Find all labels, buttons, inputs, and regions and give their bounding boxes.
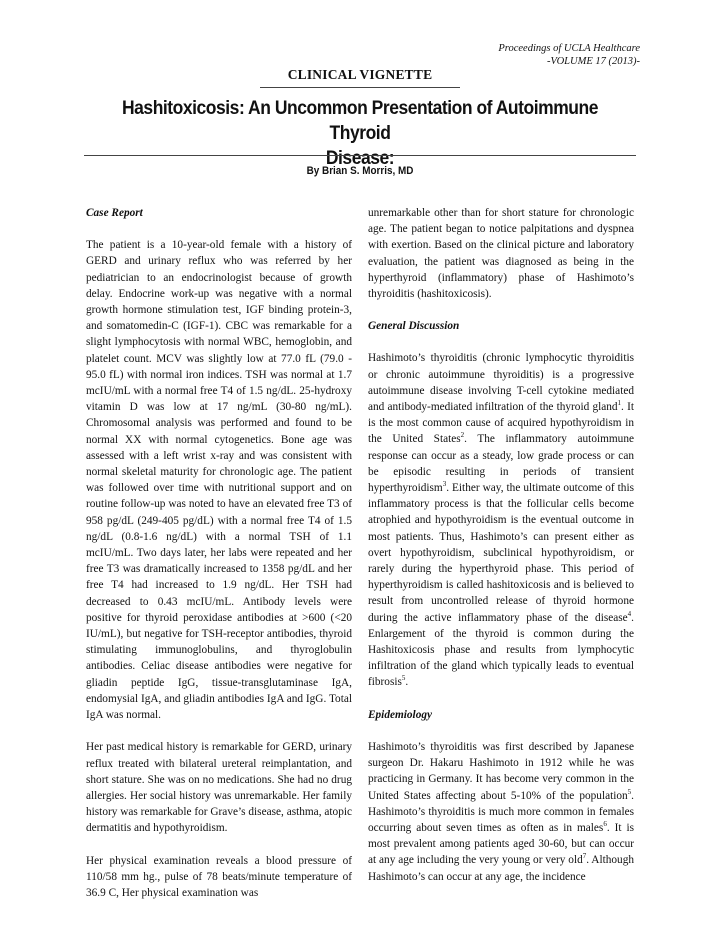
case-report-heading: Case Report — [86, 207, 143, 219]
case-paragraph-1: The patient is a 10-year-old female with a history of GERD and urinary reflux who was referred by her pediatrician to an endocrinologist because of growth delay. Endocrine work-up was negative with a normal growth hormone stimulation test, IGF binding protein-3, and somatomedin-C (IGF-1). CBC was remarkable for a slight lymphocytosis with normal WBC, hemoglobin, and platelet count. MCV was slightly low at 77.0 fL (79.0 - 95.0 fL) with normal iron indices. TSH was normal at 1.7 mcIU/mL with a normal free T4 of 1.5 ng/dL. 25-hydroxy vitamin D was low at 17 ng/mL (30-80 ng/mL). Chromosomal analysis was performed and found to be normal XX with normal cytogenetics. Bone age was assessed with a left wrist x-ray and was consistent with normal skeletal maturity for chronologic age. The patient was followed over time with nutritional support and on routine follow-up was noted to have an elevated free T3 of 958 pg/dL (249-405 pg/dL) with a normal free T4 of 1.5 ng/dL (0.8-1.6 ng/dL) with a normal TSH of 1.1 mcIU/mL. Two days later, her labs were repeated and her free T3 was dramatically increased to 1358 pg/dL and her free T4 had increased to 1.9 ng/dL. Her TSH had decreased to 0.43 mcIU/mL. Antibody levels were positive for thyroid peroxidase antibodies at >600 (<20 IU/mL), but negative for TSH-receptor antibodies, thyroid stimulating immunoglobulins, and thyroglobulin antibodies. Celiac disease antibodies were negative for gliadin peptide IgG, tissue-transglutaminase IgA, endomysial IgA, and gliadin antibodies IgA and IgG. Total IgA was normal. — [86, 239, 352, 722]
citation-ref: 1 — [617, 399, 622, 408]
section-label: CLINICAL VIGNETTE — [287, 67, 433, 82]
text-run: . Hashimoto’s thyroiditis is much more common in females occurring about seven times as often as in males — [368, 789, 634, 834]
general-discussion-heading: General Discussion — [368, 320, 460, 333]
citation-ref: 7 — [582, 852, 587, 861]
text-run: Hashimoto’s thyroiditis was first described by Japanese surgeon Dr. Hakaru Hashimoto in 1912 while he was practicing in Germany. It has become very common in the United States affecting about 5-10% of the population — [368, 740, 634, 802]
epidemiology-paragraph — [368, 739, 634, 885]
case-paragraph-continued: unremarkable other than for short stature for chronologic age. The patient began to notice palpitations and dyspnea with exertion. Based on the clinical picture and laboratory evaluation, the patient was diagnosed as being in the hyperthyroid (inflammatory) phase of Hashimoto’s thyroiditis (hashitoxicosis). — [368, 207, 634, 301]
text-run: . It is the most common cause of acquired hypothyroidism in the United States — [368, 401, 634, 446]
citation-ref: 6 — [603, 820, 607, 829]
title-line-1: Hashitoxicosis: An Uncommon Presentation of Autoimmune Thyroid — [122, 98, 598, 144]
case-paragraph-3: Her physical examination reveals a blood pressure of 110/58 mm hg., pulse of 78 beats/minute temperature of 36.9 C, Her physical examination was — [86, 854, 352, 899]
citation-ref: 2 — [460, 431, 465, 440]
title-line-2: Disease: — [325, 148, 395, 169]
journal-header — [498, 42, 640, 68]
text-run: . Either way, the ultimate outcome of this inflammatory process is that the follicular cells become atrophied and hypothyroidism is the eventual outcome in most patients. Thus, Hashimoto’s can present either as overt hypothyroidism, subclinical hypothyroidism, or rarely during the hyperthyroid phase. This period of hyperthyroidism is called hashitoxicosis and is believed to result from uncontrolled release of thyroid hormone during the active inflammatory phase of the disease — [368, 482, 634, 624]
header-divider — [260, 87, 460, 88]
author-byline: By Brian S. Morris, MD — [306, 165, 414, 177]
journal-name: Proceedings of UCLA Healthcare — [498, 43, 640, 54]
article-title — [108, 96, 612, 171]
citation-ref: 4 — [627, 609, 632, 618]
text-run: Hashimoto’s thyroiditis (chronic lymphocytic thyroiditis or chronic autoimmune thyroiditis) is a progressive autoimmune disease involving T-cell cytokine mediated and antibody-mediated infiltration of the thyroid gland — [368, 352, 634, 414]
discussion-paragraph — [368, 350, 634, 690]
left-column — [86, 205, 352, 917]
case-paragraph-2: Her past medical history is remarkable for GERD, urinary reflux treated with bilateral ureteral reimplantation, and short stature. She was on no medications. She had no drug allergies. Her social history was unremarkable. Her family history was remarkable for Grave’s disease, asthma, atopic dermatitis and hypothyroidism. — [86, 741, 352, 835]
citation-ref: 3 — [442, 480, 447, 489]
citation-ref: 5 — [627, 787, 632, 796]
text-run: . Although Hashimoto’s can occur at any age, the incidence — [368, 854, 634, 883]
citation-ref: 5 — [401, 674, 406, 683]
text-run: . Enlargement of the thyroid is common during the Hashitoxicosis phase and results from lymphocytic infiltration of the gland which typically leads to eventual fibrosis — [368, 611, 634, 689]
text-run: . — [405, 676, 409, 689]
title-divider — [84, 155, 636, 156]
journal-volume: -VOLUME 17 (2013)- — [546, 56, 640, 67]
text-run: . The inflammatory autoimmune response can occur as a steady, low grade process or can be episodic resulting in periods of transient hyperthyroidism — [368, 433, 634, 495]
right-column — [368, 205, 634, 901]
epidemiology-heading: Epidemiology — [368, 708, 433, 721]
text-run: . It is most prevalent among patients aged 30-60, but can occur at any age including the very young or very old — [368, 821, 634, 867]
